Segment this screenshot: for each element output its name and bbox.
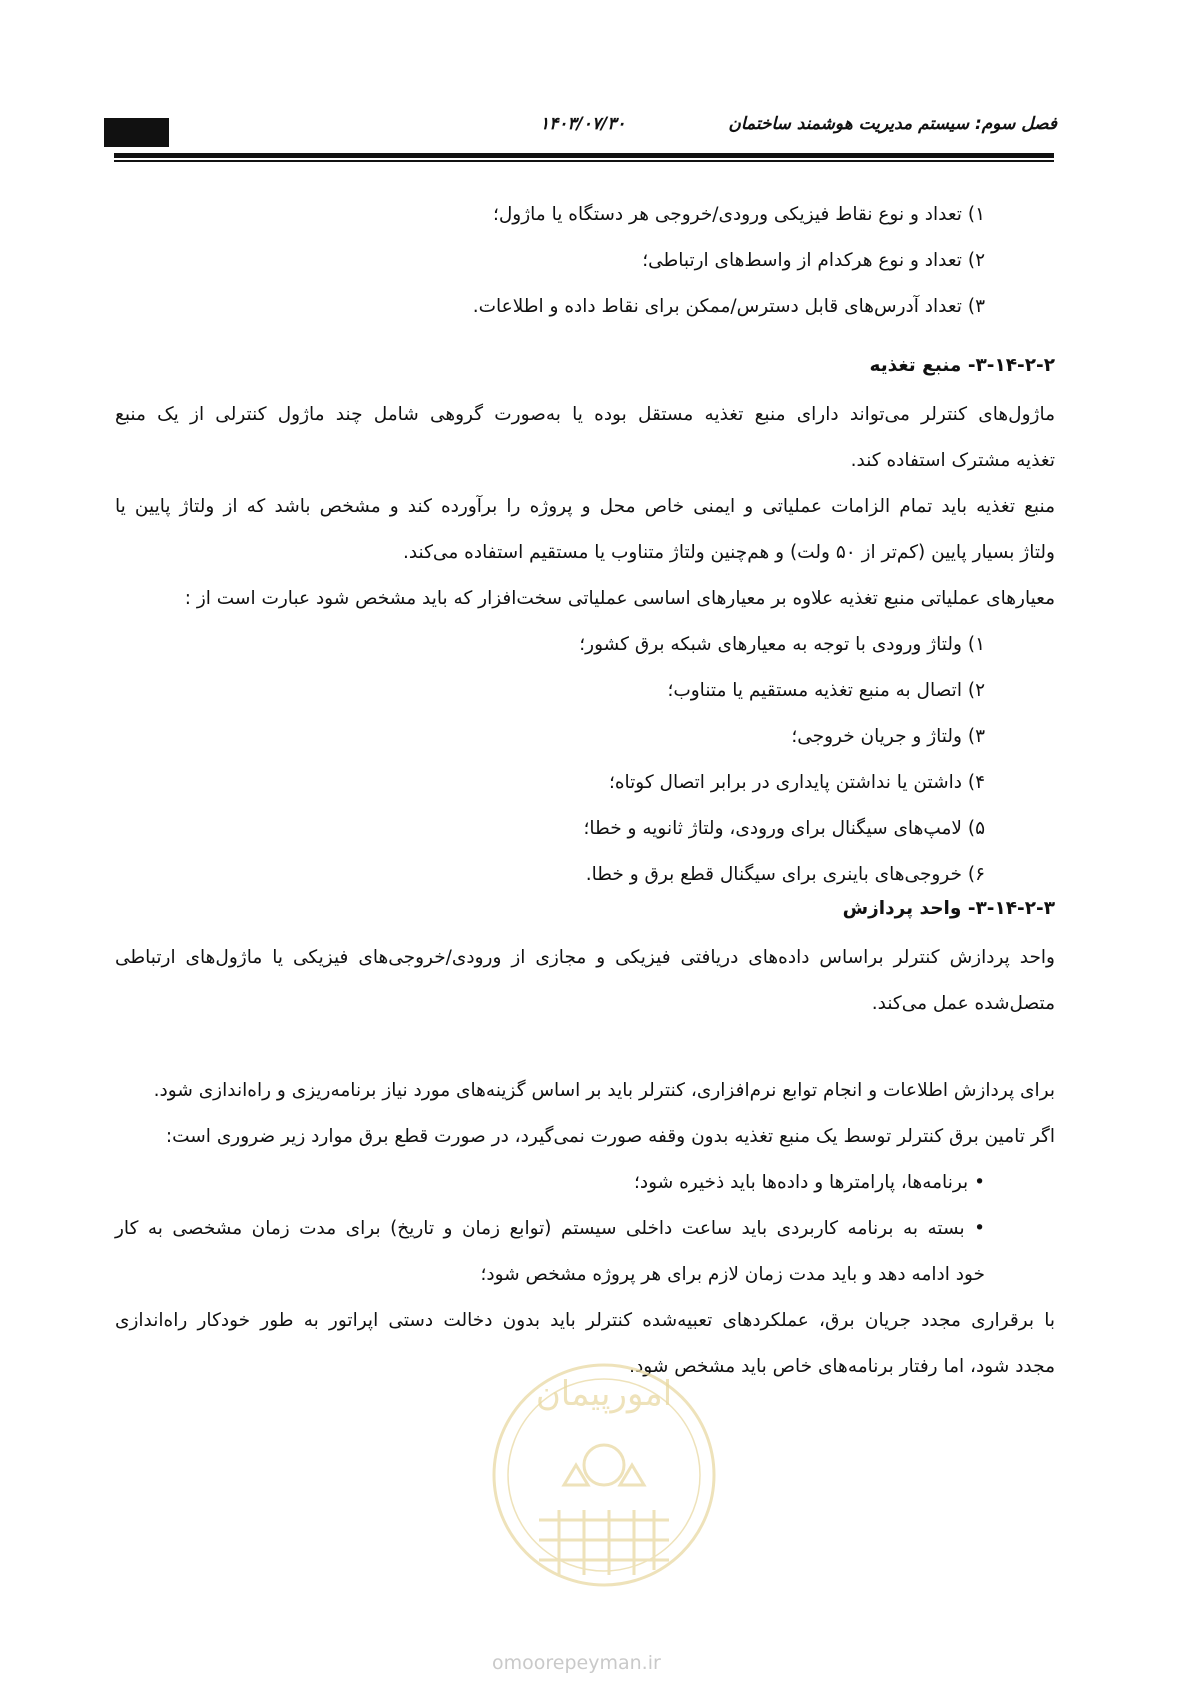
paragraph-line: تغذیه مشترک استفاده کند.	[850, 450, 1055, 471]
list-item: ۳) تعداد آدرس‌های قابل دسترس/ممکن برای نقاط داده و اطلاعات.	[472, 296, 985, 317]
list-item: ۱) تعداد و نوع نقاط فیزیکی ورودی/خروجی هر دستگاه یا ماژول؛	[492, 204, 985, 225]
paragraph-line: برای پردازش اطلاعات و انجام توابع نرم‌افزاری، کنترلر باید بر اساس گزینه‌های مورد نیاز برنامه‌ریزی و راه‌اندازی شود.	[153, 1080, 1055, 1101]
bullet-item: • برنامه‌ها، پارامترها و داده‌ها باید ذخیره شود؛	[634, 1172, 985, 1193]
header-date: ۱۴۰۳/۰۷/۳۰	[540, 114, 626, 134]
paragraph-line: اگر تامین برق کنترلر توسط یک منبع تغذیه بدون وقفه صورت نمی‌گیرد، در صورت قطع برق موارد زیر ضروری است:	[165, 1126, 1055, 1147]
heading-processing-unit: ۳-۱۴-۲-۳- واحد پردازش	[842, 898, 1055, 919]
list-item: ۳) ولتاژ و جریان خروجی؛	[791, 726, 985, 747]
header-rule-thin	[114, 160, 1054, 162]
paragraph-line: مجدد شود، اما رفتار برنامه‌های خاص باید مشخص شود.	[629, 1356, 1055, 1377]
watermark-seal	[484, 1335, 724, 1635]
watermark-seal-text: امورپیمان	[535, 1374, 673, 1414]
paragraph-line: متصل‌شده عمل می‌کند.	[871, 993, 1055, 1014]
paragraph-line: با برقراری مجدد جریان برق، عملکردهای تعبیه‌شده کنترلر باید بدون دخالت دستی اپراتور به طور خودکار راه‌اندازی	[115, 1310, 1055, 1331]
paragraph-line: منبع تغذیه باید تمام الزامات عملیاتی و ایمنی خاص محل و پروژه را برآورده کند و مشخص باشد که از ولتاژ پایین یا	[115, 496, 1055, 517]
section-processing-intro	[115, 935, 1055, 1027]
chapter-title: فصل سوم: سیستم مدیریت هوشمند ساختمان	[728, 114, 1057, 134]
bullet-item: • بسته به برنامه کاربردی باید ساعت داخلی سیستم (توابع زمان و تاریخ) برای مدت زمان مشخصی به کار	[115, 1218, 985, 1239]
watermark-site: omoorepeyman.ir	[492, 1652, 661, 1674]
paragraph-line: ولتاژ بسیار پایین (کم‌تر از ۵۰ ولت) و هم‌چنین ولتاژ متناوب یا مستقیم استفاده می‌کند.	[402, 542, 1055, 563]
list-item: ۴) داشتن یا نداشتن پایداری در برابر اتصال کوتاه؛	[608, 772, 985, 793]
header-rule-thick	[114, 153, 1054, 158]
section-power-body	[115, 392, 1055, 898]
list-io-counts	[115, 192, 1055, 330]
list-item: ۵) لامپ‌های سیگنال برای ورودی، ولتاژ ثانویه و خطا؛	[583, 818, 985, 839]
page-number-box	[104, 118, 169, 147]
list-item: ۱) ولتاژ ورودی با توجه به معیارهای شبکه برق کشور؛	[579, 634, 985, 655]
list-item: ۶) خروجی‌های باینری برای سیگنال قطع برق و خطا.	[585, 864, 985, 885]
list-item: ۲) اتصال به منبع تغذیه مستقیم یا متناوب؛	[667, 680, 985, 701]
paragraph-line: معیارهای عملیاتی منبع تغذیه علاوه بر معیارهای اساسی عملیاتی سخت‌افزار که باید مشخص شود عبارت است از :	[184, 588, 1055, 609]
list-item: ۲) تعداد و نوع هرکدام از واسط‌های ارتباطی؛	[642, 250, 985, 271]
bullet-item-continuation: خود ادامه دهد و باید مدت زمان لازم برای هر پروژه مشخص شود؛	[480, 1264, 985, 1285]
paragraph-line: واحد پردازش کنترلر براساس داده‌های دریافتی فیزیکی و مجازی از ورودی/خروجی‌های فیزیکی یا ماژول‌های ارتباطی	[115, 947, 1055, 968]
heading-power-supply: ۳-۱۴-۲-۲- منبع تغذیه	[869, 355, 1055, 376]
paragraph-line: ماژول‌های کنترلر می‌تواند دارای منبع تغذیه مستقل بوده یا به‌صورت گروهی شامل چند ماژول کنترلی از یک منبع	[115, 404, 1055, 425]
